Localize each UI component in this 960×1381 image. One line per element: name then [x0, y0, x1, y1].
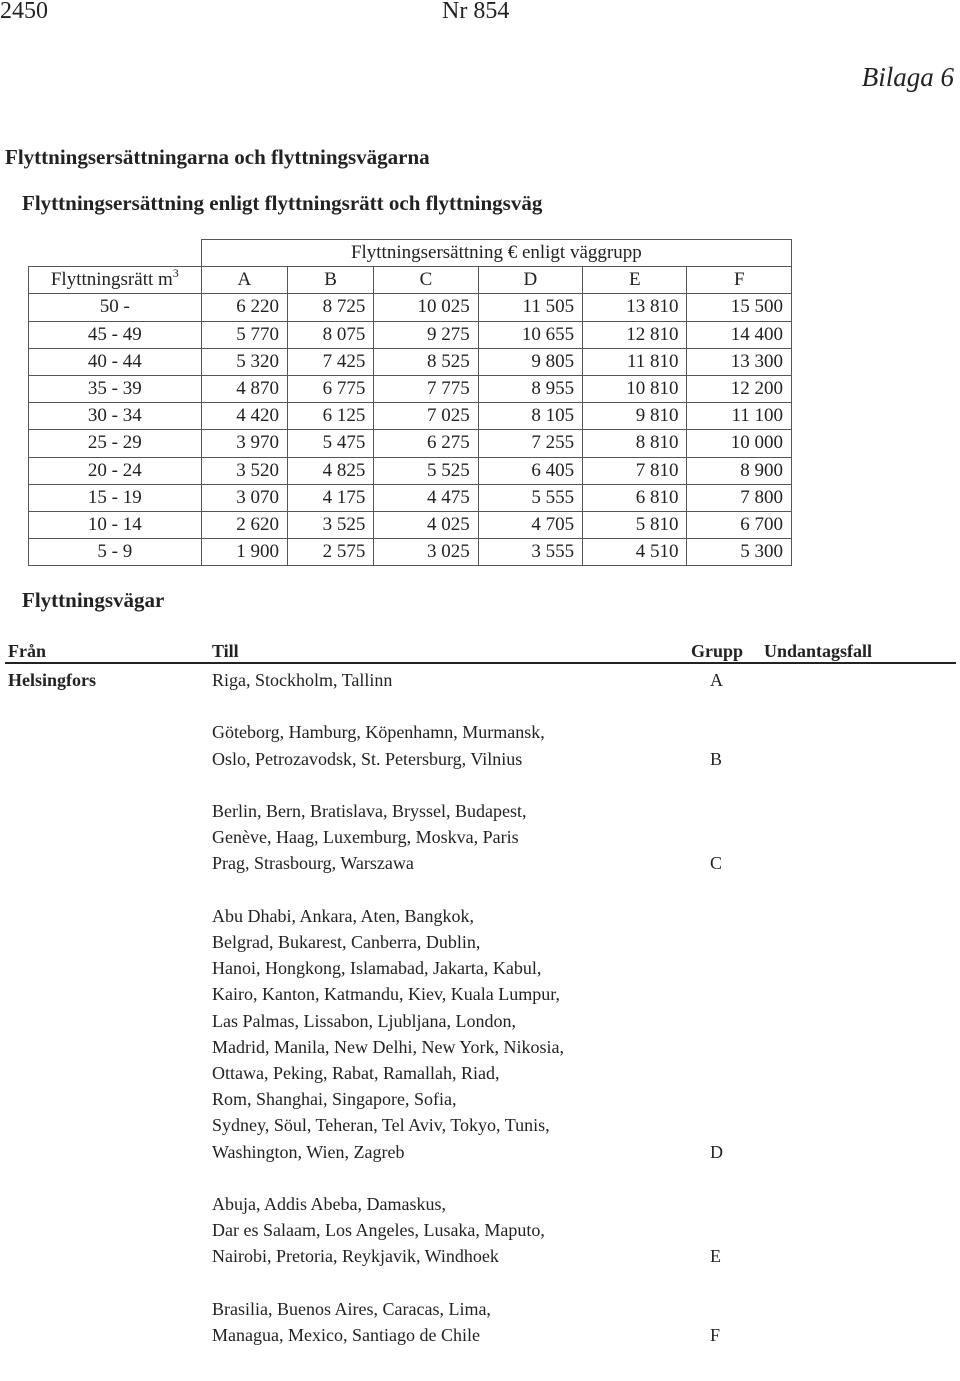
destination-line: Rom, Shanghai, Singapore, Sofia, [212, 1089, 457, 1110]
table-cell: 11 810 [583, 348, 687, 375]
table-cell: 5 525 [374, 457, 478, 484]
table-cell: 6 405 [478, 457, 582, 484]
table-cell: 14 400 [687, 321, 792, 348]
table-cell: 3 025 [374, 539, 478, 566]
compensation-table [28, 239, 792, 566]
header-to: Till [212, 641, 239, 661]
row-header: Flyttningsrätt $m^3$ [29, 267, 202, 294]
table-cell: 6 775 [287, 375, 373, 402]
table-cell: 8 725 [287, 294, 373, 321]
column-header: C [374, 267, 478, 294]
destination-line: Dar es Salaam, Los Angeles, Lusaka, Maputo, [212, 1220, 545, 1241]
row-label: 40 - 44 [29, 348, 202, 375]
table-cell: 4 870 [201, 375, 287, 402]
row-label: 5 - 9 [29, 539, 202, 566]
table-cell: 3 520 [201, 457, 287, 484]
main-heading: Flyttningsersättningarna och flyttningsvägarna [5, 145, 430, 169]
table-row [29, 539, 792, 566]
destination-line: Genève, Haag, Luxemburg, Moskva, Paris [212, 827, 519, 848]
destination-line: Las Palmas, Lissabon, Ljubljana, London, [212, 1010, 516, 1031]
row-label: 25 - 29 [29, 430, 202, 457]
table-cell: 1 900 [201, 539, 287, 566]
destination-line: Brasilia, Buenos Aires, Caracas, Lima, [212, 1298, 491, 1319]
table-cell: 8 810 [583, 430, 687, 457]
destination-line: Ottawa, Peking, Rabat, Ramallah, Riad, [212, 1063, 500, 1083]
table-cell: 7 800 [687, 484, 792, 511]
group-code: A [710, 670, 723, 690]
table-cell: 3 525 [287, 511, 373, 538]
destination-line: Abuja, Addis Abeba, Damaskus, [212, 1194, 446, 1214]
table-row [29, 511, 792, 538]
table-cell: 3 555 [478, 539, 582, 566]
table-cell: 12 200 [687, 375, 792, 402]
table-caption-row [29, 240, 792, 267]
column-header: B [287, 267, 373, 294]
table-cell: 3 970 [201, 430, 287, 457]
group-caption: Flyttningsersättning € enligt väggrupp [201, 240, 791, 267]
route-origin: Helsingfors [8, 670, 96, 690]
destination-line: Sydney, Söul, Teheran, Tel Aviv, Tokyo, Tunis, [212, 1115, 550, 1136]
column-header: D [478, 267, 582, 294]
destination-line: Washington, Wien, Zagreb [212, 1141, 405, 1162]
header-exception: Undantagsfall [764, 641, 873, 661]
destination-line: Kairo, Kanton, Katmandu, Kiev, Kuala Lumpur, [212, 984, 561, 1005]
table-cell: 13 300 [687, 348, 792, 375]
table-cell: 5 810 [583, 511, 687, 538]
group-code: E [710, 1246, 721, 1267]
row-label: 50 - [29, 294, 202, 321]
table-cell: 15 500 [687, 294, 792, 321]
destination-line: Belgrad, Bukarest, Canberra, Dublin, [212, 932, 481, 952]
table-cell: 4 705 [478, 511, 582, 538]
destination-line: Göteborg, Hamburg, Köpenhamn, Murmansk, [212, 722, 545, 743]
table-row [29, 321, 792, 348]
table-cell: 4 825 [287, 457, 373, 484]
column-header: F [687, 267, 792, 294]
table-cell: 7 255 [478, 430, 582, 457]
row-label: 45 - 49 [29, 321, 202, 348]
sub-heading: Flyttningsersättning enligt flyttningsrätt och flyttningsväg [22, 191, 543, 215]
header-group: Grupp [691, 641, 744, 661]
destination-line: Riga, Stockholm, Tallinn [212, 670, 393, 690]
table-cell: 8 075 [287, 321, 373, 348]
table-row [29, 457, 792, 484]
routes-heading: Flyttningsvägar [22, 588, 165, 612]
group-code: C [710, 853, 723, 874]
table-row [29, 430, 792, 457]
table-row [29, 403, 792, 430]
column-header: E [583, 267, 687, 294]
table-cell: 10 655 [478, 321, 582, 348]
table-cell: 7 775 [374, 375, 478, 402]
appendix-label: Bilaga 6 [861, 62, 954, 92]
group-code: B [710, 748, 723, 769]
column-header: A [201, 267, 287, 294]
table-cell: 5 770 [201, 321, 287, 348]
row-label: 30 - 34 [29, 403, 202, 430]
table-cell: 8 105 [478, 403, 582, 430]
row-label: 15 - 19 [29, 484, 202, 511]
table-cell: 6 700 [687, 511, 792, 538]
destination-line: Oslo, Petrozavodsk, St. Petersburg, Vilnius [212, 748, 523, 769]
table-cell: 4 475 [374, 484, 478, 511]
table-cell: 4 510 [583, 539, 687, 566]
page-number: 2450 [0, 0, 48, 24]
destination-line: Managua, Mexico, Santiago de Chile [212, 1325, 480, 1345]
table-cell: 8 525 [374, 348, 478, 375]
table-cell: 10 810 [583, 375, 687, 402]
destination-line: Abu Dhabi, Ankara, Aten, Bangkok, [212, 905, 474, 926]
table-header-row [29, 267, 792, 294]
table-cell: 6 810 [583, 484, 687, 511]
row-label: 20 - 24 [29, 457, 202, 484]
table-cell: 6 220 [201, 294, 287, 321]
table-cell: 4 175 [287, 484, 373, 511]
destination-line: Nairobi, Pretoria, Reykjavik, Windhoek [212, 1246, 499, 1267]
table-cell: 5 320 [201, 348, 287, 375]
table-cell: 11 505 [478, 294, 582, 321]
table-cell: 12 810 [583, 321, 687, 348]
table-cell: 5 555 [478, 484, 582, 511]
table-cell: 7 810 [583, 457, 687, 484]
table-cell: 4 420 [201, 403, 287, 430]
table-cell: 10 025 [374, 294, 478, 321]
destination-line: Madrid, Manila, New Delhi, New York, Nikosia, [212, 1036, 564, 1057]
table-cell: 10 000 [687, 430, 792, 457]
table-cell: 5 300 [687, 539, 792, 566]
table-row [29, 484, 792, 511]
table-cell: 4 025 [374, 511, 478, 538]
destination-line: Berlin, Bern, Bratislava, Bryssel, Budapest, [212, 801, 527, 821]
table-cell: 13 810 [583, 294, 687, 321]
table-row [29, 348, 792, 375]
table-cell: 2 620 [201, 511, 287, 538]
table-cell: 9 805 [478, 348, 582, 375]
table-cell: 6 125 [287, 403, 373, 430]
table-cell: 9 275 [374, 321, 478, 348]
table-cell: 7 425 [287, 348, 373, 375]
table-cell: 7 025 [374, 403, 478, 430]
table-cell: 8 900 [687, 457, 792, 484]
header-divider [5, 662, 956, 664]
table-cell: 3 070 [201, 484, 287, 511]
group-code: F [710, 1325, 721, 1345]
table-row [29, 375, 792, 402]
header-from: Från [8, 641, 46, 661]
row-label: 10 - 14 [29, 511, 202, 538]
destination-line: Hanoi, Hongkong, Islamabad, Jakarta, Kabul, [212, 958, 542, 979]
table-cell: 5 475 [287, 430, 373, 457]
row-label: 35 - 39 [29, 375, 202, 402]
group-code: D [710, 1141, 723, 1162]
table-row [29, 294, 792, 321]
table-cell: 9 810 [583, 403, 687, 430]
table-cell: 11 100 [687, 403, 792, 430]
table-cell: 2 575 [287, 539, 373, 566]
table-cell: 6 275 [374, 430, 478, 457]
document-number: Nr 854 [442, 0, 510, 24]
table-cell: 8 955 [478, 375, 582, 402]
destination-line: Prag, Strasbourg, Warszawa [212, 853, 414, 874]
